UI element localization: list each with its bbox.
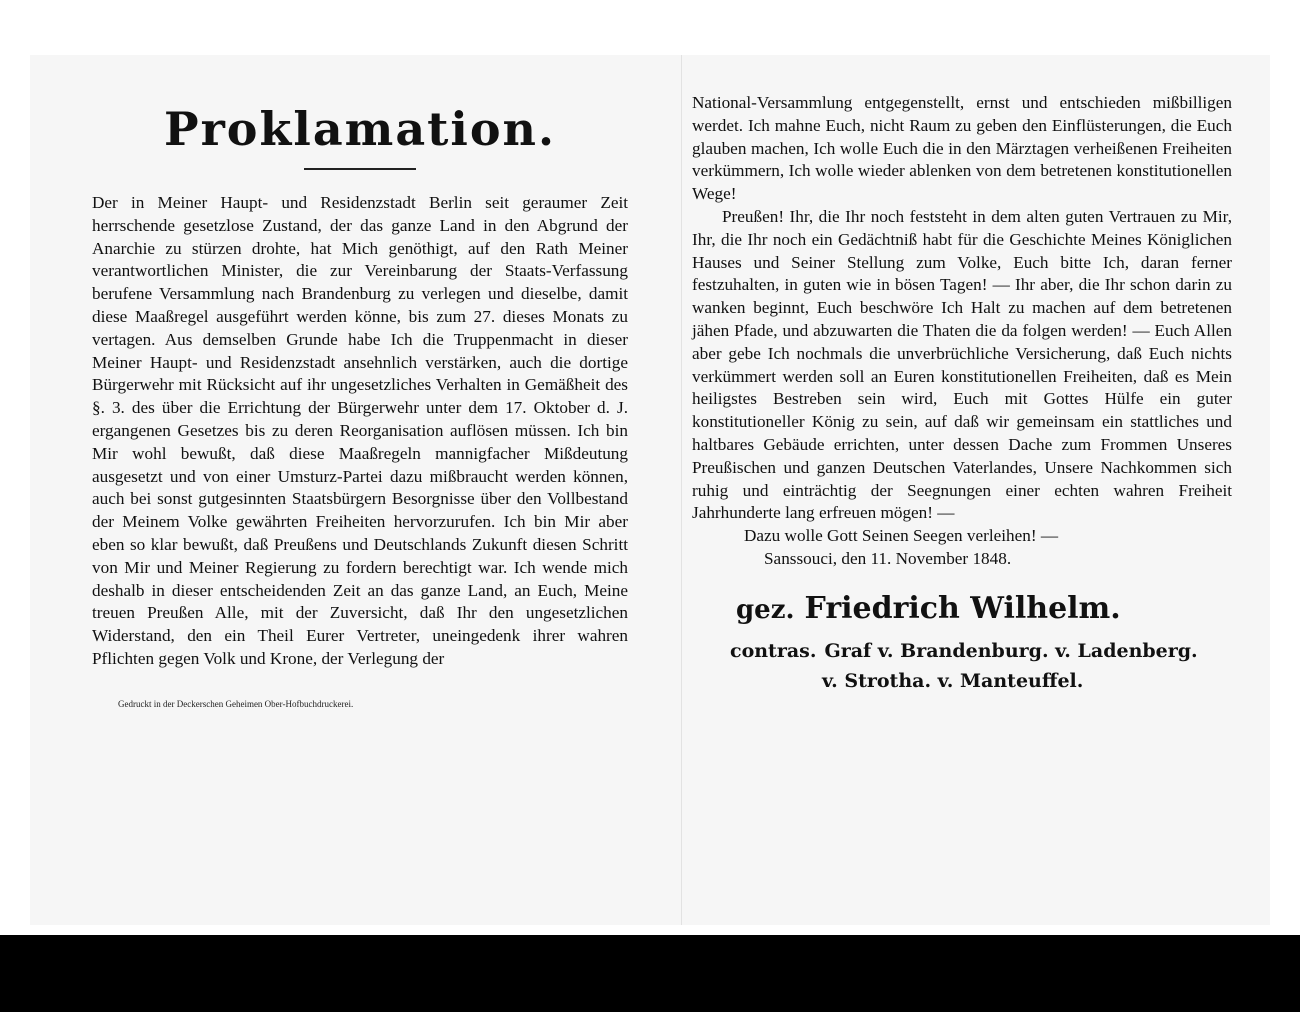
- countersign-names-1: Graf v. Brandenburg. v. Ladenberg.: [824, 639, 1198, 662]
- place-date: Sanssouci, den 11. November 1848.: [764, 548, 1012, 568]
- right-body: [692, 92, 1232, 525]
- left-column: [92, 100, 628, 709]
- right-paragraph-1: National-Versammlung entgegenstellt, ernst und entschieden mißbilligen werdet. Ich mahne Euch, nicht Raum zu geben den Einflüsterungen, die Euch glauben machen, Ich wolle Euch die in den Märztagen verheißenen Freiheiten verkümmern, Ich wolle wieder ablenken von dem betretenen konstitutionellen Wege!: [692, 93, 1232, 204]
- printer-imprint: Gedruckt in der Deckerschen Geheimen Ober-Hofbuchdruckerei.: [118, 698, 354, 709]
- signature-prefix: gez.: [736, 594, 795, 625]
- footer-bar: [0, 935, 1300, 1012]
- left-body: [92, 192, 628, 671]
- countersign-names-2: v. Strotha. v. Manteuffel.: [822, 669, 1084, 692]
- page-title: Proklamation.: [163, 102, 556, 156]
- closing-blessing: Dazu wolle Gott Seinen Seegen verleihen! —: [744, 526, 1059, 546]
- countersign-label: contras.: [730, 639, 817, 662]
- countersign-line-1: [730, 636, 1232, 666]
- center-fold: [681, 55, 682, 925]
- right-column: [692, 92, 1232, 696]
- signature: [736, 589, 1232, 630]
- right-paragraph-2: Preußen! Ihr, die Ihr noch feststeht in dem alten guten Vertrauen zu Mir, Ihr, die Ihr noch ein Gedächtniß habt für die Geschichte Meines Königlichen Hauses und Seiner Stellung zum Volke, Euch bitte Ich, daran ferner festzuhalten, in guten wie in bösen Tagen! — Ihr aber, die Ihr schon darin zu wanken beginnt, Euch beschwöre Ich Halt zu machen auf dem betretenen jähen Pfade, und abzuwarten die Thaten die da folgen werden! — Euch Allen aber gebe Ich nochmals die unverbrüchliche Versicherung, daß Euch nichts verkümmert werden soll an Euren konstitutionellen Freiheiten, daß es Mein heiligstes Bestreben sein wird, Euch mit Gottes Hülfe ein guter konstitutioneller König zu sein, auf daß wir gemeinsam ein stattliches und haltbares Gebäude errichten, unter dessen Dache zum Frommen Unseres Preußischen und ganzen Deutschen Vaterlandes, Unsere Nachkommen sich ruhig und einträchtig der Seegnungen einer echten wahren Freiheit Jahrhunderte lang erfreuen mögen! —: [692, 206, 1232, 523]
- signature-name: Friedrich Wilhelm.: [804, 590, 1121, 626]
- left-paragraph: Der in Meiner Haupt- und Residenzstadt Berlin seit geraumer Zeit herrschende gesetzlose Zustand, der das ganze Land in den Abgrund der Anarchie zu stürzen drohte, hat Mich genöthigt, auf den Rath Meiner verantwortlichen Minister, die zur Vereinbarung der Staats-Verfassung berufene Versammlung nach Brandenburg zu verlegen und dieselbe, damit diese Maaßregel ausgeführt werden könne, bis zum 27. dieses Monats zu vertagen. Aus demselben Grunde habe Ich die Truppenmacht in dieser Meiner Haupt- und Residenzstadt ansehnlich verstärken, auch die dortige Bürgerwehr mit Rücksicht auf ihr ungesetzliches Verhalten in Gemäßheit des §. 3. des über die Errichtung der Bürgerwehr unter dem 17. Oktober d. J. ergangenen Gesetzes bis zu deren Reorganisation auflösen müssen. Ich bin Mir wohl bewußt, daß diese Maaßregeln mannigfacher Mißdeutung ausgesetzt und von einer Umsturz-Partei dazu mißbraucht werden können, auch bei sonst gutgesinnten Staatsbürgern Besorgnisse über den Vollbestand der Meinem Volke gewährten Freiheiten hervorzurufen. Ich bin Mir aber eben so klar bewußt, daß Preußens und Deutschlands Zukunft diesen Schritt von Mir und Meiner Regierung zu fordern berechtigt war. Ich wende mich deshalb in dieser entscheidenden Zeit an das ganze Land, an Euch, Meine treuen Preußen Alle, mit der Zuversicht, daß Ihr den ungesetzlichen Widerstand, den ein Theil Eurer Vertreter, uneingedenk ihrer wahren Pflichten gegen Volk und Krone, der Verlegung der: [92, 193, 628, 668]
- title-rule: [304, 168, 416, 170]
